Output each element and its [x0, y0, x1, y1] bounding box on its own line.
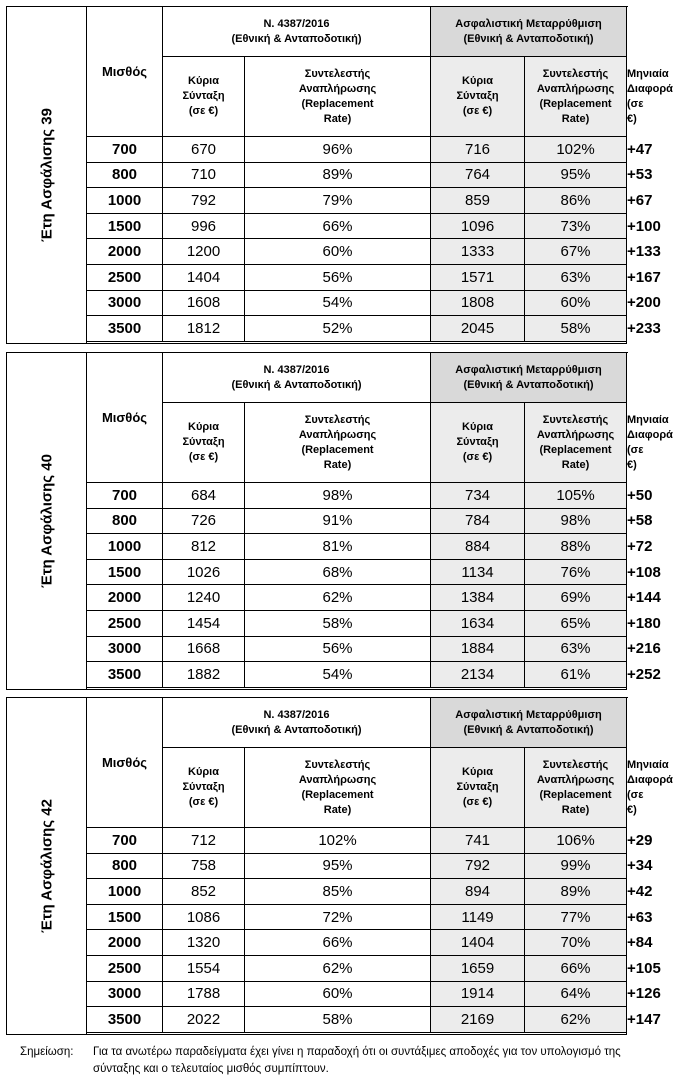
table-row: 2500 1454 58% 1634 65% +180 — [7, 610, 627, 636]
reform-rate-cell: 102% — [525, 137, 627, 163]
reform-pension-cell: 1659 — [431, 955, 525, 981]
law-pension-header: Κύρια Σύνταξη (σε €) — [163, 403, 245, 483]
law-pension-header: Κύρια Σύνταξη (σε €) — [163, 748, 245, 828]
reform-group-header: Ασφαλιστική Μεταρρύθμιση (Εθνική & Ανταποδοτική) — [431, 698, 627, 748]
law-pension-cell: 1320 — [163, 930, 245, 956]
salary-cell: 800 — [87, 508, 163, 534]
reform-pension-cell: 1914 — [431, 981, 525, 1007]
law-pension-cell: 1608 — [163, 290, 245, 316]
table-row: 1500 996 66% 1096 73% +100 — [7, 213, 627, 239]
reform-rate-cell: 58% — [525, 316, 627, 342]
reform-pension-cell: 1134 — [431, 559, 525, 585]
reform-rate-cell: 70% — [525, 930, 627, 956]
law-rate-cell: 62% — [245, 955, 431, 981]
salary-cell: 700 — [87, 828, 163, 854]
table-row: 2000 1240 62% 1384 69% +144 — [7, 585, 627, 611]
law-pension-cell: 1240 — [163, 585, 245, 611]
law-rate-cell: 79% — [245, 188, 431, 214]
table-row: 700 684 98% 734 105% +50 — [7, 483, 627, 509]
law-rate-header: Συντελεστής Αναπλήρωσης (Replacement Rate) — [245, 748, 431, 828]
table-row: 2000 1320 66% 1404 70% +84 — [7, 930, 627, 956]
salary-header: Μισθός — [87, 7, 163, 137]
salary-cell: 3500 — [87, 1007, 163, 1033]
law-rate-cell: 54% — [245, 290, 431, 316]
reform-rate-header: Συντελεστής Αναπλήρωσης (Replacement Rate) — [525, 403, 627, 483]
footnote-text: Για τα ανωτέρω παραδείγματα έχει γίνει η παραδοχή ότι οι συντάξιμες αποδοχές για τον υπολογισμό της σύνταξης και ο τελευταίος μισθός συμπίπτουν. — [93, 1046, 621, 1075]
table-row: 3000 1788 60% 1914 64% +126 — [7, 981, 627, 1007]
table-row: 3500 1882 54% 2134 61% +252 — [7, 662, 627, 688]
salary-cell: 3000 — [87, 981, 163, 1007]
salary-cell: 3000 — [87, 636, 163, 662]
law-pension-cell: 1788 — [163, 981, 245, 1007]
law-rate-cell: 102% — [245, 828, 431, 854]
law-rate-cell: 95% — [245, 853, 431, 879]
salary-header: Μισθός — [87, 353, 163, 483]
law-rate-cell: 85% — [245, 879, 431, 905]
salary-cell: 1000 — [87, 188, 163, 214]
reform-pension-cell: 716 — [431, 137, 525, 163]
reform-pension-cell: 859 — [431, 188, 525, 214]
reform-rate-cell: 77% — [525, 904, 627, 930]
salary-cell: 1500 — [87, 904, 163, 930]
law-group-header: Ν. 4387/2016 (Εθνική & Ανταποδοτική) — [163, 7, 431, 57]
reform-rate-cell: 88% — [525, 534, 627, 560]
table-row: 700 670 96% 716 102% +47 — [7, 137, 627, 163]
law-rate-cell: 96% — [245, 137, 431, 163]
salary-header: Μισθός — [87, 698, 163, 828]
reform-pension-cell: 1333 — [431, 239, 525, 265]
reform-pension-cell: 784 — [431, 508, 525, 534]
law-pension-cell: 712 — [163, 828, 245, 854]
law-pension-cell: 1404 — [163, 264, 245, 290]
insurance-years-label — [7, 698, 87, 1035]
reform-pension-cell: 764 — [431, 162, 525, 188]
table-row: 1500 1026 68% 1134 76% +108 — [7, 559, 627, 585]
salary-cell: 1500 — [87, 559, 163, 585]
insurance-years-label — [7, 353, 87, 690]
law-group-header: Ν. 4387/2016 (Εθνική & Ανταποδοτική) — [163, 353, 431, 403]
reform-pension-cell: 1884 — [431, 636, 525, 662]
salary-cell: 1500 — [87, 213, 163, 239]
law-rate-header: Συντελεστής Αναπλήρωσης (Replacement Rate) — [245, 403, 431, 483]
reform-pension-cell: 1149 — [431, 904, 525, 930]
law-rate-cell: 52% — [245, 316, 431, 342]
law-pension-cell: 670 — [163, 137, 245, 163]
table-row: 2000 1200 60% 1333 67% +133 — [7, 239, 627, 265]
table-row: 1000 812 81% 884 88% +72 — [7, 534, 627, 560]
salary-cell: 2500 — [87, 955, 163, 981]
reform-rate-cell: 64% — [525, 981, 627, 1007]
reform-rate-header: Συντελεστής Αναπλήρωσης (Replacement Rate) — [525, 748, 627, 828]
reform-rate-cell: 63% — [525, 636, 627, 662]
insurance-years-label — [7, 7, 87, 344]
reform-pension-header: Κύρια Σύνταξη (σε €) — [431, 57, 525, 137]
table-row: 3500 2022 58% 2169 62% +147 — [7, 1007, 627, 1033]
reform-rate-cell: 105% — [525, 483, 627, 509]
table-row: 3000 1668 56% 1884 63% +216 — [7, 636, 627, 662]
law-rate-cell: 81% — [245, 534, 431, 560]
reform-pension-cell: 2134 — [431, 662, 525, 688]
reform-rate-cell: 69% — [525, 585, 627, 611]
law-rate-cell: 56% — [245, 264, 431, 290]
reform-rate-cell: 67% — [525, 239, 627, 265]
table-row: 1500 1086 72% 1149 77% +63 — [7, 904, 627, 930]
law-pension-cell: 852 — [163, 879, 245, 905]
law-rate-cell: 98% — [245, 483, 431, 509]
law-rate-cell: 60% — [245, 981, 431, 1007]
law-pension-cell: 2022 — [163, 1007, 245, 1033]
law-pension-cell: 1026 — [163, 559, 245, 585]
reform-rate-cell: 106% — [525, 828, 627, 854]
insurance-years-text: Έτη Ασφάλισης 42 — [38, 798, 55, 933]
reform-pension-cell: 1808 — [431, 290, 525, 316]
law-group-header: Ν. 4387/2016 (Εθνική & Ανταποδοτική) — [163, 698, 431, 748]
law-rate-header: Συντελεστής Αναπλήρωσης (Replacement Rate) — [245, 57, 431, 137]
pension-comparison-table: Έτη Ασφάλισης 40 Μισθός Ν. 4387/2016 (Εθνική & Ανταποδοτική) Ασφαλιστική Μεταρρύθμιση (Εθνική & Ανταποδοτική) Κύρια Σύνταξη (σε €) Συντελεστής Αναπλήρωσης (Replacement Rate) Κύρια Σύνταξη (σε €) Συντελεστής Αναπλήρωσης (Replacement Rate) Μηνιαία Διαφορά (σε €) 700 684 98% 734 105% +50 800 726 91% 784 98% +58 1000 812 81% 884 88% +72 1500 1026 68% 1134 76% +108 2000 1240 62% 1384 69% +144 2500 1454 58% 1634 65% +180 3000 1668 56% 1884 63% +216 3500 1882 54% 2134 61% +252 — [6, 352, 627, 690]
reform-pension-cell: 1634 — [431, 610, 525, 636]
reform-group-header: Ασφαλιστική Μεταρρύθμιση (Εθνική & Ανταποδοτική) — [431, 353, 627, 403]
law-rate-cell: 62% — [245, 585, 431, 611]
reform-rate-cell: 65% — [525, 610, 627, 636]
law-rate-cell: 66% — [245, 930, 431, 956]
insurance-years-text: Έτη Ασφάλισης 40 — [38, 453, 55, 588]
law-pension-cell: 812 — [163, 534, 245, 560]
table-row: 800 758 95% 792 99% +34 — [7, 853, 627, 879]
reform-pension-header: Κύρια Σύνταξη (σε €) — [431, 403, 525, 483]
salary-cell: 1000 — [87, 879, 163, 905]
reform-pension-cell: 884 — [431, 534, 525, 560]
reform-pension-cell: 792 — [431, 853, 525, 879]
salary-cell: 1000 — [87, 534, 163, 560]
pension-comparison-table: Έτη Ασφάλισης 42 Μισθός Ν. 4387/2016 (Εθνική & Ανταποδοτική) Ασφαλιστική Μεταρρύθμιση (Εθνική & Ανταποδοτική) Κύρια Σύνταξη (σε €) Συντελεστής Αναπλήρωσης (Replacement Rate) Κύρια Σύνταξη (σε €) Συντελεστής Αναπλήρωσης (Replacement Rate) Μηνιαία Διαφορά (σε €) 700 712 102% 741 106% +29 800 758 95% 792 99% +34 1000 852 85% 894 89% +42 1500 1086 72% 1149 77% +63 2000 1320 66% 1404 70% +84 2500 1554 62% 1659 66% +105 3000 1788 60% 1914 64% +126 3500 2022 58% 2169 62% +147 — [6, 697, 627, 1035]
law-pension-cell: 726 — [163, 508, 245, 534]
insurance-years-text: Έτη Ασφάλισης 39 — [38, 107, 55, 242]
table-row: 2500 1554 62% 1659 66% +105 — [7, 955, 627, 981]
law-rate-cell: 58% — [245, 610, 431, 636]
salary-cell: 3500 — [87, 316, 163, 342]
salary-cell: 3000 — [87, 290, 163, 316]
law-pension-cell: 792 — [163, 188, 245, 214]
salary-cell: 700 — [87, 483, 163, 509]
law-pension-cell: 1554 — [163, 955, 245, 981]
reform-pension-cell: 894 — [431, 879, 525, 905]
reform-rate-cell: 95% — [525, 162, 627, 188]
law-pension-cell: 1454 — [163, 610, 245, 636]
reform-rate-cell: 98% — [525, 508, 627, 534]
reform-rate-cell: 60% — [525, 290, 627, 316]
reform-rate-header: Συντελεστής Αναπλήρωσης (Replacement Rate) — [525, 57, 627, 137]
law-pension-header: Κύρια Σύνταξη (σε €) — [163, 57, 245, 137]
table-row: 1000 792 79% 859 86% +67 — [7, 188, 627, 214]
pension-comparison-table: Έτη Ασφάλισης 39 Μισθός Ν. 4387/2016 (Εθνική & Ανταποδοτική) Ασφαλιστική Μεταρρύθμιση (Εθνική & Ανταποδοτική) Κύρια Σύνταξη (σε €) Συντελεστής Αναπλήρωσης (Replacement Rate) Κύρια Σύνταξη (σε €) Συντελεστής Αναπλήρωσης (Replacement Rate) Μηνιαία Διαφορά (σε €) 700 670 96% 716 102% +47 800 710 89% 764 95% +53 1000 792 79% 859 86% +67 1500 996 66% 1096 73% +100 2000 1200 60% 1333 67% +133 2500 1404 56% 1571 63% +167 3000 1608 54% 1808 60% +200 3500 1812 52% 2045 58% +233 — [6, 6, 627, 344]
salary-cell: 2500 — [87, 264, 163, 290]
reform-pension-cell: 741 — [431, 828, 525, 854]
table-row: 3000 1608 54% 1808 60% +200 — [7, 290, 627, 316]
reform-rate-cell: 99% — [525, 853, 627, 879]
law-rate-cell: 89% — [245, 162, 431, 188]
law-pension-cell: 996 — [163, 213, 245, 239]
salary-cell: 700 — [87, 137, 163, 163]
table-row: 800 710 89% 764 95% +53 — [7, 162, 627, 188]
law-rate-cell: 58% — [245, 1007, 431, 1033]
salary-cell: 3500 — [87, 662, 163, 688]
law-rate-cell: 66% — [245, 213, 431, 239]
law-pension-cell: 710 — [163, 162, 245, 188]
reform-rate-cell: 86% — [525, 188, 627, 214]
salary-cell: 800 — [87, 162, 163, 188]
law-rate-cell: 91% — [245, 508, 431, 534]
table-row: 800 726 91% 784 98% +58 — [7, 508, 627, 534]
table-row: 2500 1404 56% 1571 63% +167 — [7, 264, 627, 290]
reform-rate-cell: 89% — [525, 879, 627, 905]
reform-rate-cell: 76% — [525, 559, 627, 585]
law-rate-cell: 60% — [245, 239, 431, 265]
reform-rate-cell: 73% — [525, 213, 627, 239]
law-pension-cell: 1200 — [163, 239, 245, 265]
reform-pension-cell: 2169 — [431, 1007, 525, 1033]
reform-pension-cell: 734 — [431, 483, 525, 509]
law-rate-cell: 68% — [245, 559, 431, 585]
law-rate-cell: 72% — [245, 904, 431, 930]
reform-pension-header: Κύρια Σύνταξη (σε €) — [431, 748, 525, 828]
reform-rate-cell: 61% — [525, 662, 627, 688]
reform-pension-cell: 2045 — [431, 316, 525, 342]
law-pension-cell: 1882 — [163, 662, 245, 688]
salary-cell: 800 — [87, 853, 163, 879]
law-rate-cell: 54% — [245, 662, 431, 688]
footnote-label: Σημείωση: — [20, 1046, 74, 1058]
law-pension-cell: 1668 — [163, 636, 245, 662]
law-pension-cell: 1812 — [163, 316, 245, 342]
table-row: 3500 1812 52% 2045 58% +233 — [7, 316, 627, 342]
reform-pension-cell: 1571 — [431, 264, 525, 290]
reform-pension-cell: 1096 — [431, 213, 525, 239]
law-pension-cell: 1086 — [163, 904, 245, 930]
table-row: 1000 852 85% 894 89% +42 — [7, 879, 627, 905]
law-pension-cell: 684 — [163, 483, 245, 509]
salary-cell: 2000 — [87, 930, 163, 956]
reform-rate-cell: 63% — [525, 264, 627, 290]
reform-rate-cell: 62% — [525, 1007, 627, 1033]
reform-rate-cell: 66% — [525, 955, 627, 981]
salary-cell: 2500 — [87, 610, 163, 636]
law-rate-cell: 56% — [245, 636, 431, 662]
reform-group-header: Ασφαλιστική Μεταρρύθμιση (Εθνική & Ανταποδοτική) — [431, 7, 627, 57]
salary-cell: 2000 — [87, 585, 163, 611]
table-row: 700 712 102% 741 106% +29 — [7, 828, 627, 854]
law-pension-cell: 758 — [163, 853, 245, 879]
reform-pension-cell: 1384 — [431, 585, 525, 611]
salary-cell: 2000 — [87, 239, 163, 265]
reform-pension-cell: 1404 — [431, 930, 525, 956]
